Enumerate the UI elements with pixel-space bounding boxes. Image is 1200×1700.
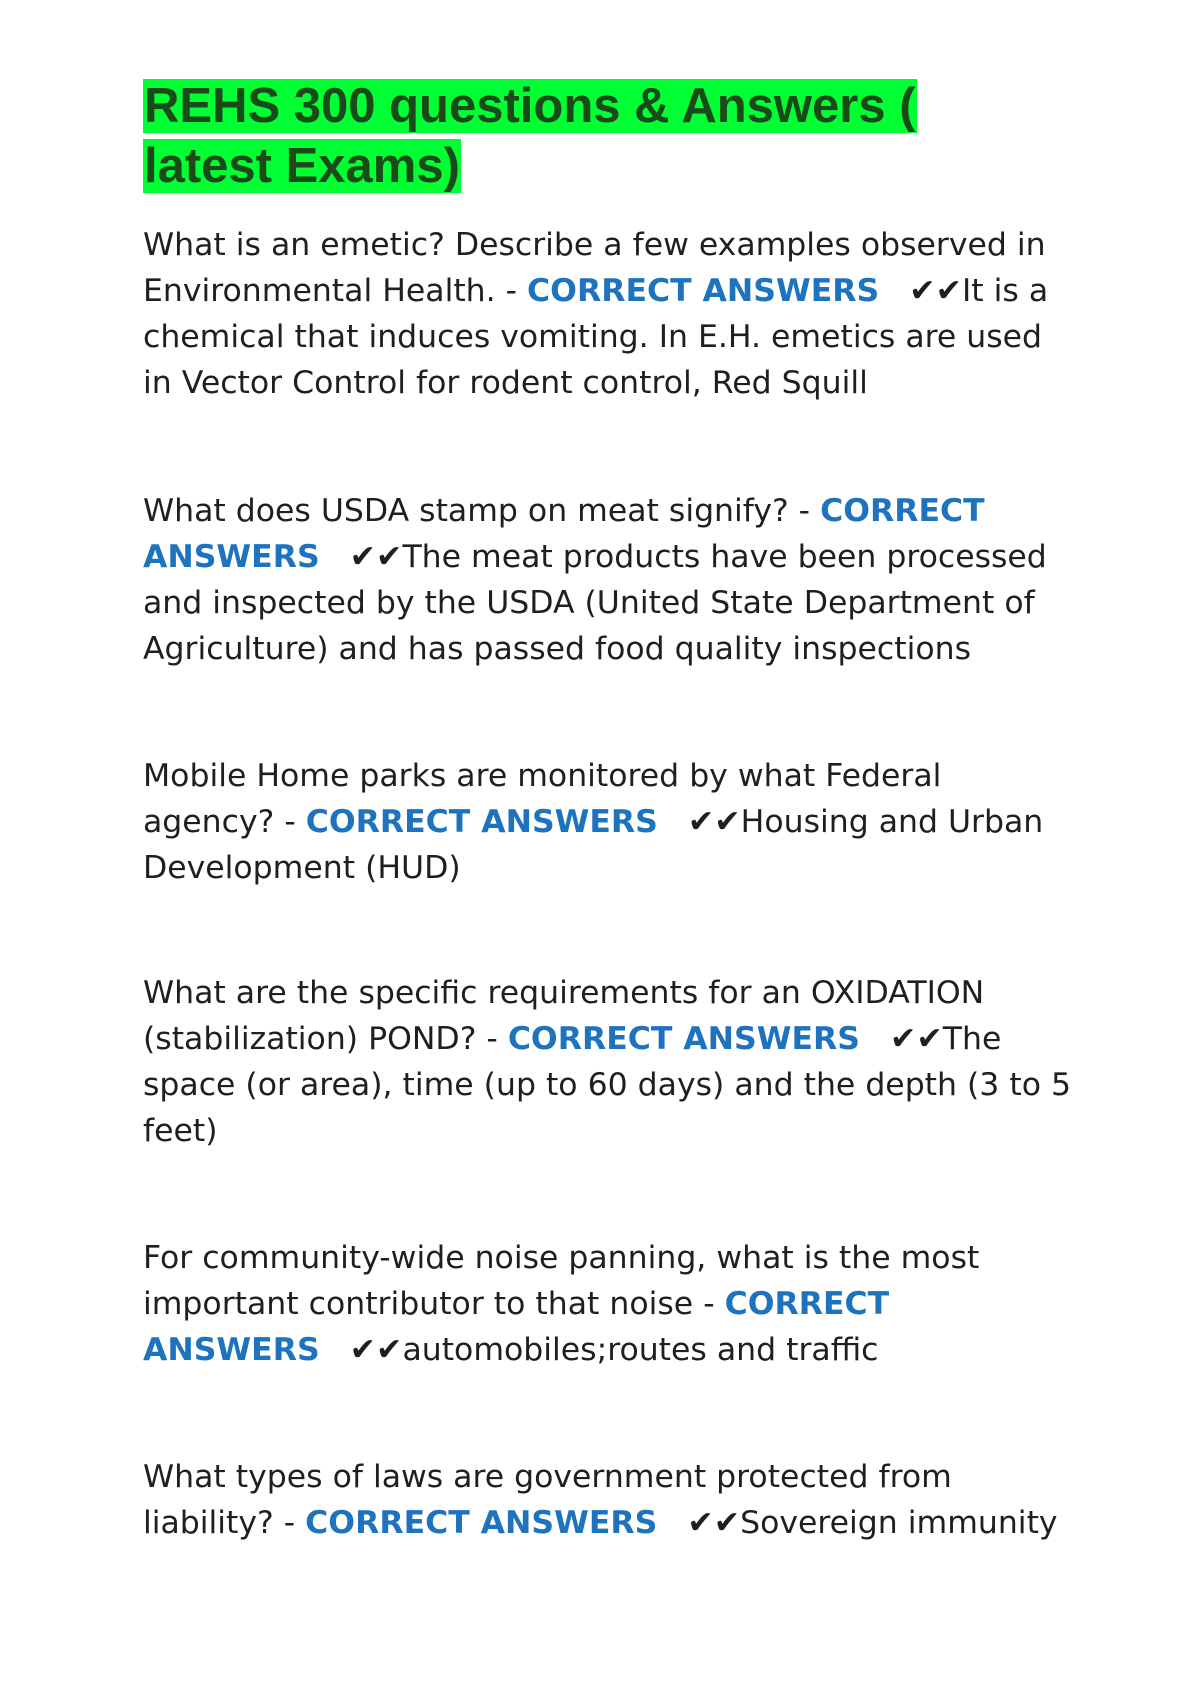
- correct-answers-label: CORRECT ANSWERS: [507, 1021, 860, 1057]
- page-title: [143, 76, 1043, 196]
- qa-item: [143, 1454, 1073, 1546]
- qa-item: [143, 488, 1073, 672]
- qa-item: [143, 753, 1073, 891]
- title-block: [143, 76, 1043, 196]
- qa-item: [143, 1235, 1073, 1373]
- question-text: For community-wide noise panning, what is the most important contributor to that noise -: [143, 1240, 980, 1322]
- question-text: Mobile Home parks are monitored by what Federal agency? -: [143, 758, 942, 840]
- answer-text: It is a chemical that induces vomiting. In E.H. emetics are used in Vector Control for rodent control, Red Squill: [143, 273, 1049, 401]
- title-highlight: REHS 300 questions & Answers ( latest Exams): [144, 79, 916, 193]
- correct-answers-label: CORRECT ANSWERS: [143, 1286, 890, 1368]
- correct-answers-label: CORRECT ANSWERS: [527, 273, 880, 309]
- answer-text: automobiles;routes and traffic: [402, 1332, 879, 1368]
- double-check-icon: ✔✔: [909, 273, 962, 309]
- correct-answers-label: CORRECT ANSWERS: [305, 804, 658, 840]
- answer-text: The meat products have been processed and inspected by the USDA (United State Department of Agriculture) and has passed food quality inspections: [143, 539, 1047, 667]
- question-text: What are the specific requirements for an OXIDATION (stabilization) POND? -: [143, 975, 985, 1057]
- question-text: What is an emetic? Describe a few examples observed in Environmental Health. -: [143, 227, 1046, 309]
- qa-item: [143, 222, 1073, 406]
- answer-text: The space (or area), time (up to 60 days) and the depth (3 to 5 feet): [143, 1021, 1072, 1149]
- question-text: What does USDA stamp on meat signify? -: [143, 493, 821, 529]
- question-text: What types of laws are government protected from liability? -: [143, 1459, 952, 1541]
- qa-item: [143, 970, 1073, 1154]
- double-check-icon: ✔✔: [889, 1021, 943, 1057]
- correct-answers-label: CORRECT ANSWERS: [143, 493, 985, 575]
- double-check-icon: ✔✔: [687, 1505, 741, 1541]
- correct-answers-label: CORRECT ANSWERS: [305, 1505, 658, 1541]
- answer-text: Housing and Urban Development (HUD): [143, 804, 1044, 886]
- answer-text: Sovereign immunity: [740, 1505, 1058, 1541]
- double-check-icon: ✔✔: [349, 539, 403, 575]
- double-check-icon: ✔✔: [687, 804, 741, 840]
- double-check-icon: ✔✔: [349, 1332, 403, 1368]
